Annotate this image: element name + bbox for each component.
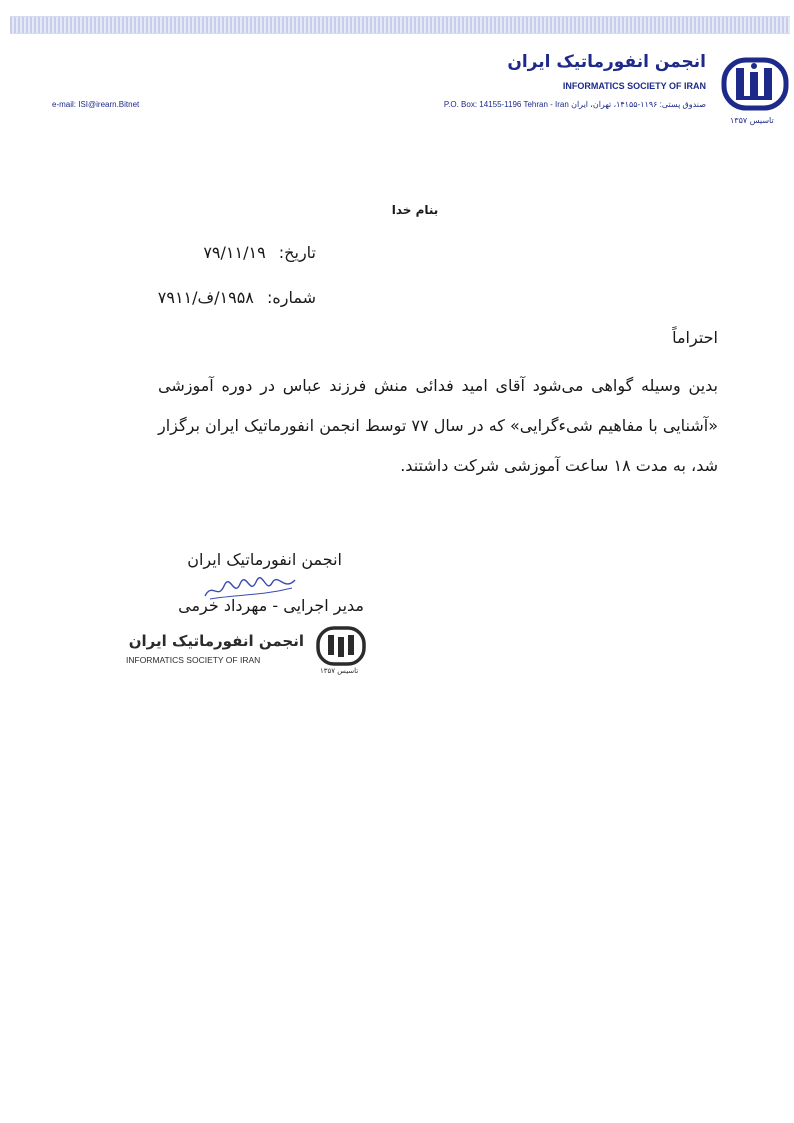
number-value: ۱۹۵۸/ف/۷۹۱۱	[157, 288, 254, 307]
signature-org: انجمن انفورماتیک ایران	[187, 550, 342, 569]
postal-address	[444, 100, 706, 109]
signatory-title-name: مدیر اجرایی - مهرداد خرمی	[178, 596, 364, 615]
greeting: احتراماً	[672, 328, 718, 347]
basmala: بنام خدا	[391, 203, 439, 217]
email-address: e-mail: ISI@irearn.Bitnet	[52, 100, 140, 109]
letter-body: بدین وسیله گواهی می‌شود آقای امید فدائی منش فرزند عباس در دوره آموزشی «آشنایی با مفاهیم شیءگرایی» که در سال ۷۷ توسط انجمن انفورماتیک ایران برگزار شد، به مدت ۱۸ ساعت آموزشی شرکت داشتند.	[158, 376, 719, 475]
address-english: P.O. Box: 14155-1196 Tehran - Iran	[443, 100, 569, 109]
stamp-org-persian: انجمن انفورماتیک ایران	[128, 632, 304, 650]
org-name-persian: انجمن انفورماتیک ایران	[507, 52, 706, 72]
date-label: تاریخ:	[278, 243, 316, 262]
number-label: شماره:	[266, 288, 316, 307]
stamp-logo-icon	[315, 625, 367, 667]
date-line	[203, 243, 316, 262]
stamp-org-english: INFORMATICS SOCIETY OF IRAN	[126, 655, 261, 665]
number-line	[158, 288, 316, 307]
address-persian: صندوق پستی: ۱۱۹۶-۱۴۱۵۵، تهران، ایران	[571, 100, 706, 109]
stamp-founded-year: تاسیس ۱۳۵۷	[320, 667, 359, 675]
letterhead-top-band	[10, 16, 790, 34]
date-value: ۷۹/۱۱/۱۹	[203, 243, 266, 262]
founded-year: تاسیس ۱۳۵۷	[730, 116, 774, 125]
isi-logo-icon	[720, 56, 790, 112]
org-name-english: INFORMATICS SOCIETY OF IRAN	[562, 81, 706, 91]
